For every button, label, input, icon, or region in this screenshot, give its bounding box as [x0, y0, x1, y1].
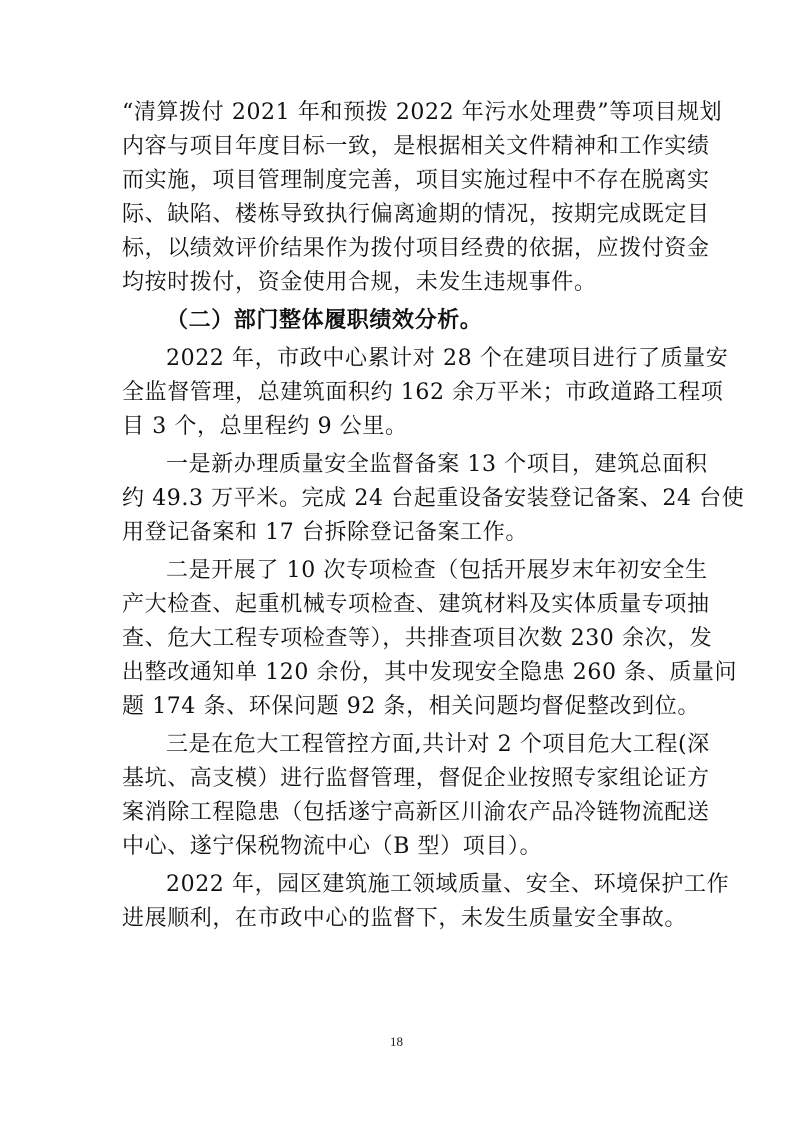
- paragraph-item-two: [122, 554, 738, 724]
- document-body: [122, 96, 745, 940]
- text-line: 2022 年，市政中心累计对 28 个在建项目进行了质量安: [166, 346, 729, 371]
- text-line: 题 174 条、环保问题 92 条，相关问题均督促整改到位。: [122, 694, 700, 719]
- paragraph-overview: [122, 342, 729, 444]
- paragraph-project-summary: [122, 96, 723, 300]
- text-line: 出整改通知单 120 余份，其中发现安全隐患 260 条、质量问: [122, 660, 738, 685]
- text-line: 约 49.3 万平米。完成 24 台起重设备安装登记备案、24 台使: [122, 486, 745, 511]
- text-line: 进展顺利，在市政中心的监督下，未发生质量安全事故。: [122, 906, 688, 931]
- text-line: 中心、遂宁保税物流中心（B 型）项目）。: [122, 834, 543, 859]
- text-line: 三是在危大工程管控方面,共计对 2 个项目危大工程(深: [166, 732, 710, 757]
- paragraph-conclusion: [122, 868, 730, 936]
- text-line: 2022 年，园区建筑施工领域质量、安全、环境保护工作: [166, 872, 730, 897]
- heading-text: （二）部门整体履职绩效分析。: [166, 308, 483, 333]
- text-line: 产大检查、起重机械专项检查、建筑材料及实体质量专项抽: [122, 592, 710, 617]
- text-line: 均按时拨付，资金使用合规，未发生违规事件。: [122, 270, 597, 295]
- text-line: 内容与项目年度目标一致，是根据相关文件精神和工作实绩: [122, 134, 710, 159]
- text-line: 标，以绩效评价结果作为拨付项目经费的依据，应拨付资金: [122, 236, 710, 261]
- text-line: 案消除工程隐患（包括遂宁高新区川渝农产品冷链物流配送: [122, 800, 710, 825]
- text-line: 基坑、高支模）进行监督管理，督促企业按照专家组论证方: [122, 766, 710, 791]
- page-number: 18: [390, 1034, 403, 1049]
- text-line: 查、危大工程专项检查等），共排查项目次数 230 余次，发: [122, 626, 713, 651]
- text-line: 用登记备案和 17 台拆除登记备案工作。: [122, 520, 528, 545]
- text-line: 目 3 个，总里程约 9 公里。: [122, 414, 408, 439]
- paragraph-item-one: [122, 448, 745, 550]
- text-line: “清算拨付 2021 年和预拨 2022 年污水处理费”等项目规划: [122, 100, 723, 125]
- text-line: 二是开展了 10 次专项检查（包括开展岁末年初安全生: [166, 558, 708, 583]
- text-line: 际、缺陷、楼栋导致执行偏离逾期的情况，按期完成既定目: [122, 202, 710, 227]
- section-heading: [122, 304, 682, 338]
- text-line: 一是新办理质量安全监督备案 13 个项目，建筑总面积: [166, 452, 708, 477]
- paragraph-item-three: [122, 728, 710, 864]
- text-line: 全监督管理，总建筑面积约 162 余万平米；市政道路工程项: [122, 380, 724, 405]
- text-line: 而实施，项目管理制度完善，项目实施过程中不存在脱离实: [122, 168, 710, 193]
